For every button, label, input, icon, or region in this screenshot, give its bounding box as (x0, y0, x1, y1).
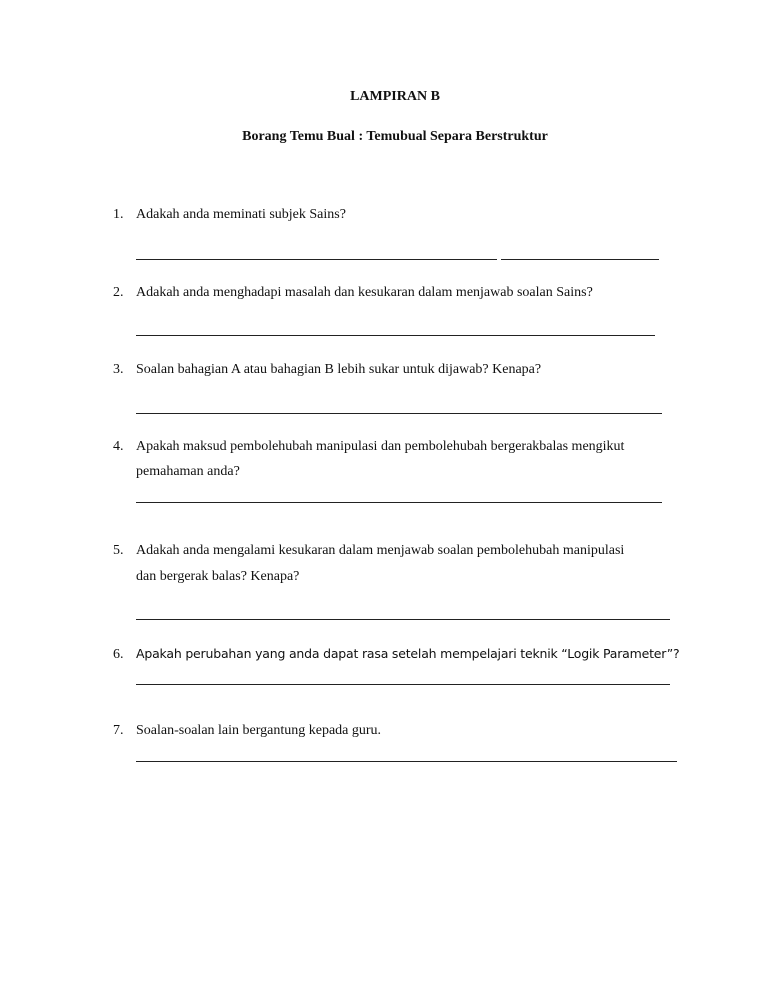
question-text: Soalan-soalan lain bergantung kepada guru. (136, 723, 382, 738)
answer-line-6[interactable] (136, 684, 670, 685)
page-title: LAMPIRAN B (350, 89, 440, 104)
question-number: 2. (113, 285, 124, 300)
question-2 (113, 285, 593, 301)
answer-line-1a[interactable] (136, 259, 497, 260)
question-4 (113, 439, 624, 455)
question-number: 7. (113, 723, 124, 738)
answer-line-4[interactable] (136, 502, 662, 503)
answer-line-3[interactable] (136, 413, 662, 414)
question-3 (113, 362, 541, 378)
answer-line-2[interactable] (136, 335, 655, 336)
question-5 (113, 543, 624, 559)
question-1 (113, 207, 346, 223)
question-5-continuation: dan bergerak balas? Kenapa? (136, 569, 300, 584)
question-6 (113, 646, 679, 663)
question-text: Adakah anda meminati subjek Sains? (136, 207, 346, 222)
question-7 (113, 723, 381, 739)
question-4-continuation: pemahaman anda? (136, 464, 240, 479)
answer-line-1b[interactable] (501, 259, 659, 260)
question-number: 4. (113, 439, 124, 454)
question-text: Adakah anda mengalami kesukaran dalam menjawab soalan pembolehubah manipulasi (136, 543, 625, 558)
answer-line-5[interactable] (136, 619, 670, 620)
form-subtitle: Borang Temu Bual : Temubual Separa Berstruktur (242, 129, 548, 144)
answer-line-7[interactable] (136, 761, 677, 762)
question-number: 3. (113, 362, 124, 377)
question-text: Soalan bahagian A atau bahagian B lebih sukar untuk dijawab? Kenapa? (136, 362, 542, 377)
question-number: 5. (113, 543, 124, 558)
question-text: Adakah anda menghadapi masalah dan kesukaran dalam menjawab soalan Sains? (136, 285, 593, 300)
question-number: 1. (113, 207, 124, 222)
question-text: Apakah maksud pembolehubah manipulasi dan pembolehubah bergerakbalas mengikut (136, 439, 625, 454)
question-number: 6. (113, 647, 124, 662)
question-text: Apakah perubahan yang anda dapat rasa setelah mempelajari teknik “Logik Parameter”? (136, 646, 680, 661)
